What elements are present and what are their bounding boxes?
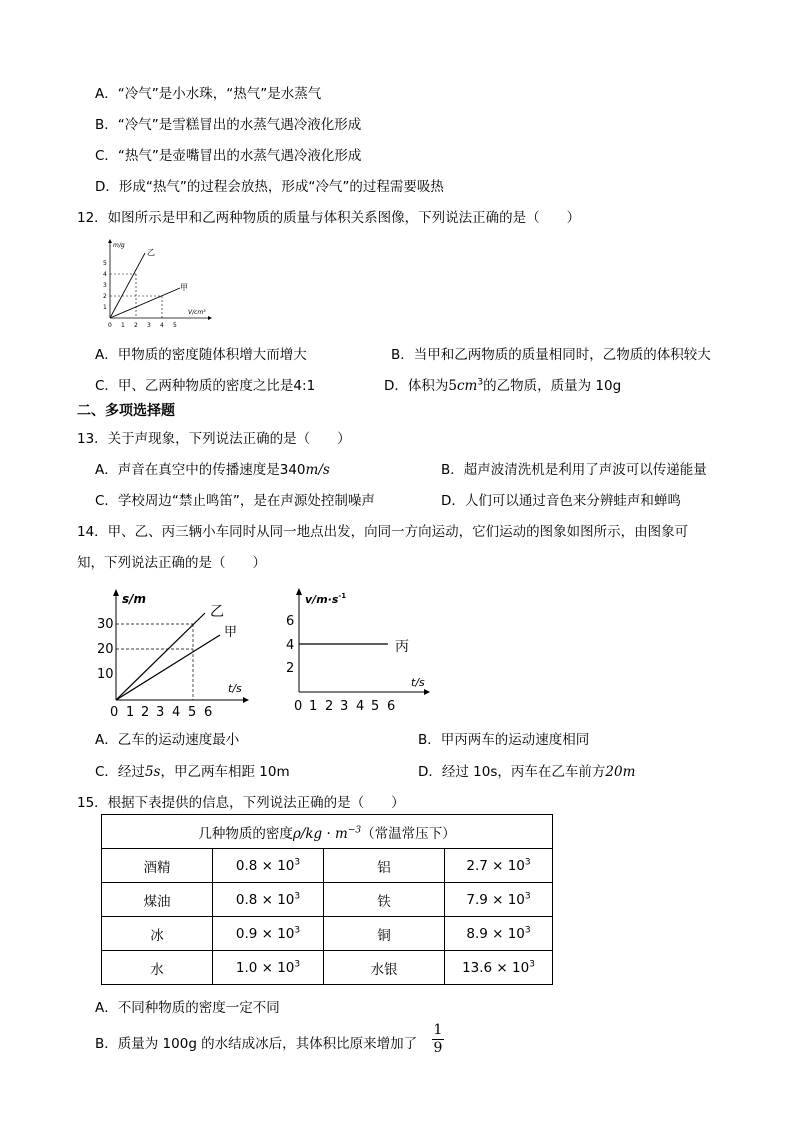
q14-s-xtick: 4 (172, 705, 181, 720)
q12-label-jia: 甲 (180, 283, 188, 292)
q12-option-c: C．甲、乙两种物质的密度之比是4:1 (95, 378, 316, 394)
q14-velocity-time-chart (278, 588, 448, 720)
q12-option-b: B．当甲和乙两物质的质量相同时，乙物质的体积较大 (391, 347, 711, 363)
q14-stem-line2: 知，下列说法正确的是（ ） (77, 555, 266, 571)
q14-s-ylabel: s/m (122, 592, 147, 606)
substance-name: 铁 (324, 883, 445, 917)
table-title-exp: −3 (347, 825, 362, 835)
q12-ytick: 5 (103, 260, 107, 267)
density-value: $0.8 \times 10^3$ (213, 849, 324, 883)
q14-v-ytick: 4 (286, 638, 295, 653)
q14-option-d-pre: D．经过 10s，丙车在乙车前方 (418, 764, 606, 780)
q14-s-label-jia: 甲 (224, 625, 238, 640)
substance-name: 水银 (324, 951, 445, 985)
q13-option-b: B．超声波清洗机是利用了声波可以传递能量 (441, 462, 707, 478)
substance-name: 水 (102, 951, 213, 985)
q13-option-d: D．人们可以通过音色来分辨蛙声和蝉鸣 (441, 493, 681, 509)
q15-fraction-numerator: 1 (433, 1022, 443, 1038)
q12-xtick: 5 (173, 322, 177, 329)
table-row (102, 917, 553, 951)
q14-line-yi (116, 613, 205, 700)
substance-name: 铜 (324, 917, 445, 951)
density-value: $1.0 \times 10^3$ (213, 951, 324, 985)
section-title: 二、多项选择题 (77, 403, 175, 419)
q12-line-yi (110, 253, 145, 318)
q11-option-d: D．形成“热气”的过程会放热，形成“冷气”的过程需要吸热 (95, 179, 444, 195)
q13-option-a-val: 340 (279, 462, 306, 478)
q12-line-jia (110, 288, 180, 318)
q14-option-c-val: 5s (144, 764, 161, 780)
table-title-unit: ρ/kg · m (292, 825, 348, 842)
table-title-pre: 几种物质的密度 (198, 825, 293, 842)
q12-option-a: A．甲物质的密度随体积增大而增大 (95, 347, 307, 363)
q11-option-c: C．“热气”是壶嘴冒出的水蒸气遇冷液化形成 (95, 148, 362, 164)
q14-s-xtick: 0 (110, 705, 119, 720)
q14-v-xlabel: t/s (411, 676, 425, 689)
q14-option-c (95, 760, 290, 780)
q12-ytick: 4 (103, 271, 107, 278)
q14-v-xtick: 6 (387, 699, 396, 714)
table-row (102, 951, 553, 985)
q14-v-ytick: 6 (286, 614, 295, 629)
q14-s-xtick: 3 (156, 705, 165, 720)
q14-option-d (418, 760, 635, 780)
q15-stem: 15．根据下表提供的信息，下列说法正确的是（ ） (77, 795, 405, 811)
q14-v-label-bing: 丙 (395, 639, 409, 655)
q12-xtick: 3 (147, 322, 151, 329)
q12-option-d-unit: cm (457, 378, 478, 394)
q12-option-d-exp: 3 (477, 377, 484, 388)
density-value: $13.6 \times 10^3$ (445, 951, 553, 985)
q12-stem: 12．如图所示是甲和乙两种物质的质量与体积关系图像，下列说法正确的是（ ） (77, 210, 581, 226)
q15-option-a: A．不同种物质的密度一定不同 (95, 1000, 280, 1016)
q13-stem: 13．关于声现象，下列说法正确的是（ ） (77, 431, 351, 447)
q14-s-ytick: 30 (97, 617, 114, 632)
q12-option-d-num: 5 (448, 378, 457, 394)
q13-option-a-unit: m/s (305, 462, 330, 478)
q14-option-c-post: ，甲乙两车相距 10m (160, 764, 290, 780)
q12-ytick: 1 (103, 304, 107, 311)
q12-xtick: 0 (108, 322, 112, 329)
q14-v-xtick: 4 (356, 699, 365, 714)
q14-s-xtick: 5 (188, 705, 197, 720)
density-value: $0.8 \times 10^3$ (213, 883, 324, 917)
q14-line-jia (116, 635, 220, 700)
q14-s-xtick: 1 (126, 705, 135, 720)
q13-option-a-pre: A．声音在真空中的传播速度是 (95, 462, 280, 478)
q14-option-d-val: 20m (605, 764, 636, 780)
q14-s-xlabel: t/s (228, 682, 242, 695)
q14-s-ytick: 10 (97, 667, 114, 682)
q12-xlabel: V/cm³ (188, 309, 206, 316)
q14-stem-line1: 14．甲、乙、丙三辆小车同时从同一地点出发，向同一方向运动，它们运动的图象如图所示，由图象可 (77, 524, 689, 540)
q15-option-b: B．质量为 100g 的水结成冰后，其体积比原来增加了 (95, 1036, 418, 1052)
q12-ytick: 3 (103, 282, 107, 289)
q14-v-xtick: 0 (294, 699, 303, 714)
q14-v-ylabel: $v/m\cdot s^{-1}$ (305, 592, 347, 606)
q15-fraction-denominator: 9 (433, 1040, 443, 1056)
density-value: $2.7 \times 10^3$ (445, 849, 553, 883)
substance-name: 酒精 (102, 849, 213, 883)
substance-name: 煤油 (102, 883, 213, 917)
substance-name: 铝 (324, 849, 445, 883)
q12-xtick: 4 (160, 322, 164, 329)
q13-option-c: C．学校周边“禁止鸣笛”，是在声源处控制噪声 (95, 493, 375, 509)
q13-option-a (95, 458, 330, 478)
density-value: $7.9 \times 10^3$ (445, 883, 553, 917)
density-value: $8.9 \times 10^3$ (445, 917, 553, 951)
q14-s-xtick: 2 (141, 705, 150, 720)
q14-distance-time-chart (93, 588, 253, 720)
q12-option-d (384, 374, 621, 394)
density-value: $0.9 \times 10^3$ (213, 917, 324, 951)
q14-v-ytick: 2 (286, 661, 295, 676)
q14-v-xtick: 5 (371, 699, 380, 714)
q14-option-c-pre: C．经过 (95, 764, 145, 780)
table-title-row (102, 815, 553, 849)
q12-option-d-pre: D．体积为 (384, 378, 449, 394)
substance-name: 冰 (102, 917, 213, 951)
q14-v-xtick: 2 (325, 699, 334, 714)
q14-s-ytick: 20 (97, 642, 114, 657)
q12-ylabel: m/g (113, 242, 125, 249)
q14-v-xtick: 1 (309, 699, 318, 714)
table-title (102, 815, 553, 849)
q14-v-xtick: 3 (340, 699, 349, 714)
q11-option-a: A．“冷气”是小水珠，“热气”是水蒸气 (95, 86, 322, 102)
q12-mass-volume-chart (100, 238, 215, 333)
q11-option-b: B．“冷气”是雪糕冒出的水蒸气遇冷液化形成 (95, 117, 362, 133)
q12-xtick: 1 (121, 322, 125, 329)
q14-s-label-yi: 乙 (210, 604, 224, 620)
q14-option-b: B．甲丙两车的运动速度相同 (418, 732, 590, 748)
table-title-post: （常温常压下） (361, 825, 456, 842)
q12-ytick: 2 (103, 293, 107, 300)
q12-option-d-post: 的乙物质，质量为 10g (483, 378, 622, 394)
density-table (101, 814, 553, 985)
q12-label-yi: 乙 (147, 248, 155, 257)
q14-option-a: A．乙车的运动速度最小 (95, 732, 240, 748)
table-row (102, 849, 553, 883)
q14-s-xtick: 6 (204, 705, 213, 720)
q12-xtick: 2 (134, 322, 138, 329)
table-row (102, 883, 553, 917)
